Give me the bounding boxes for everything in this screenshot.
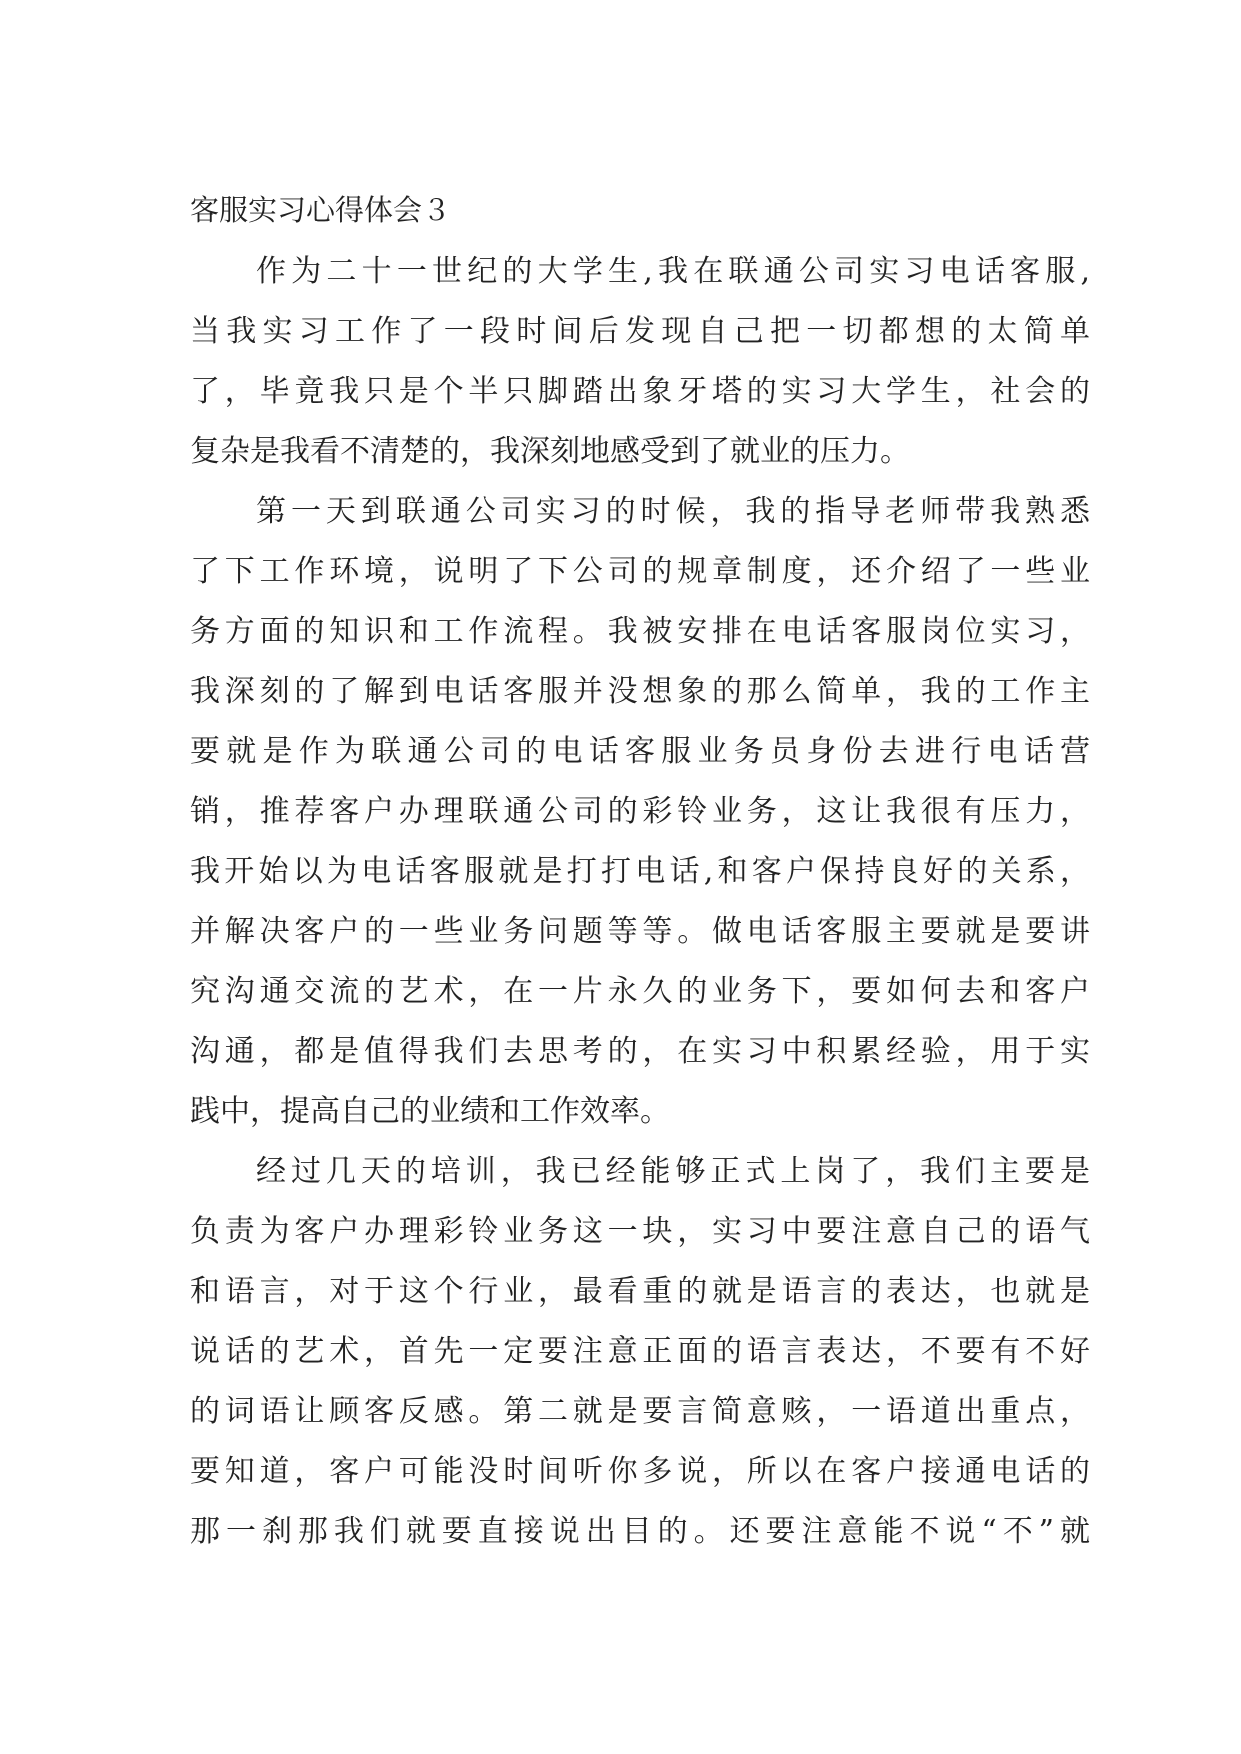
text-line: 销，推荐客户办理联通公司的彩铃业务，这让我很有压力， [190, 794, 1090, 829]
text-line: 第一天到联通公司实习的时候，我的指导老师带我熟悉 [256, 494, 1090, 529]
text-line: 作为二十一世纪的大学生,我在联通公司实习电话客服, [256, 254, 1090, 289]
document-title: 客服实习心得体会３ [190, 193, 452, 227]
text-line: 复杂是我看不清楚的，我深刻地感受到了就业的压力。 [190, 434, 910, 469]
text-line: 的词语让顾客反感。第二就是要言简意赅，一语道出重点， [190, 1394, 1090, 1429]
text-line: 了，毕竟我只是个半只脚踏出象牙塔的实习大学生，社会的 [190, 374, 1090, 409]
text-line: 我深刻的了解到电话客服并没想象的那么简单，我的工作主 [190, 674, 1090, 709]
text-line: 了下工作环境，说明了下公司的规章制度，还介绍了一些业 [190, 554, 1090, 589]
text-line: 当我实习工作了一段时间后发现自己把一切都想的太简单 [190, 314, 1090, 349]
text-line: 沟通，都是值得我们去思考的，在实习中积累经验，用于实 [190, 1034, 1090, 1069]
text-line: 经过几天的培训，我已经能够正式上岗了，我们主要是 [256, 1154, 1090, 1189]
text-line: 要知道，客户可能没时间听你多说，所以在客户接通电话的 [190, 1454, 1090, 1489]
paragraph-1 [190, 242, 1090, 482]
text-line: 务方面的知识和工作流程。我被安排在电话客服岗位实习， [190, 614, 1090, 649]
text-line: 和语言，对于这个行业，最看重的就是语言的表达，也就是 [190, 1274, 1090, 1309]
text-line: 究沟通交流的艺术，在一片永久的业务下，要如何去和客户 [190, 974, 1090, 1009]
text-line: 践中，提高自己的业绩和工作效率。 [190, 1094, 670, 1129]
text-line: 那一刹那我们就要直接说出目的。还要注意能不说“不”就 [190, 1514, 1090, 1549]
paragraph-2 [190, 482, 1090, 1142]
text-line: 负责为客户办理彩铃业务这一块，实习中要注意自己的语气 [190, 1214, 1090, 1249]
text-line: 说话的艺术，首先一定要注意正面的语言表达，不要有不好 [190, 1334, 1090, 1369]
paragraph-3 [190, 1142, 1090, 1562]
text-line: 要就是作为联通公司的电话客服业务员身份去进行电话营 [190, 734, 1090, 769]
text-line: 并解决客户的一些业务问题等等。做电话客服主要就是要讲 [190, 914, 1090, 949]
text-line: 我开始以为电话客服就是打打电话,和客户保持良好的关系， [190, 854, 1090, 889]
document-body [190, 182, 1090, 1562]
